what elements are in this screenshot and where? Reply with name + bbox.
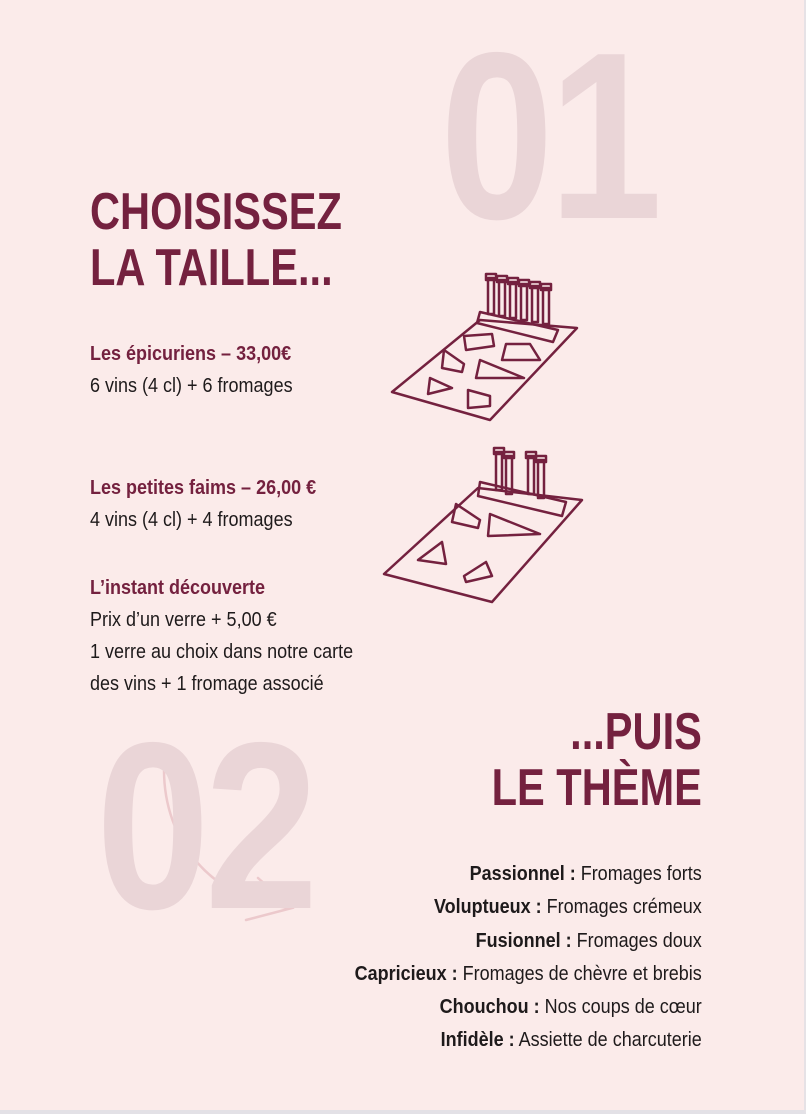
- offer-desc: Prix d’un verre + 5,00 €: [90, 609, 277, 631]
- theme-desc: Fromages forts: [575, 863, 702, 885]
- heading-theme: [492, 704, 702, 816]
- offer-desc: 4 vins (4 cl) + 4 fromages: [90, 509, 293, 531]
- theme-desc: Assiette de charcuterie: [514, 1029, 702, 1052]
- theme-name: Passionnel :: [469, 863, 576, 885]
- offer-title: Les petites faims – 26,00 €: [90, 477, 317, 499]
- theme-item: [355, 891, 702, 924]
- offer-desc: des vins + 1 fromage associé: [90, 673, 324, 695]
- theme-list: [355, 858, 702, 1058]
- tasting-board-6-icon: [380, 260, 600, 430]
- theme-name: Infidèle :: [440, 1029, 515, 1052]
- theme-name: Voluptueux :: [434, 896, 542, 919]
- tasting-board-4-icon: [380, 440, 600, 610]
- theme-name: Fusionnel :: [475, 929, 572, 952]
- theme-name: Capricieux :: [354, 962, 458, 985]
- offer-instant-decouverte: [90, 572, 353, 700]
- offer-petites-faims: [90, 472, 316, 536]
- offer-desc: 6 vins (4 cl) + 6 fromages: [90, 375, 293, 397]
- offer-title: Les épicuriens – 33,00€: [90, 343, 292, 365]
- theme-desc: Nos coups de cœur: [539, 996, 702, 1019]
- theme-name: Chouchou :: [439, 996, 540, 1019]
- theme-item: [355, 1024, 702, 1057]
- theme-item: [355, 958, 702, 991]
- heading-choose-size: [90, 184, 342, 296]
- offer-desc: 1 verre au choix dans notre carte: [90, 641, 354, 663]
- section-number-02: 02: [96, 694, 314, 959]
- theme-desc: Fromages de chèvre et brebis: [457, 962, 702, 985]
- theme-item: [355, 991, 702, 1024]
- offer-epicuriens: [90, 338, 293, 402]
- theme-item: [355, 925, 702, 958]
- theme-item: [355, 858, 702, 891]
- section-number-01: 01: [440, 4, 658, 269]
- offer-title: L’instant découverte: [90, 577, 266, 599]
- theme-desc: Fromages doux: [571, 929, 702, 952]
- heading-line: ...PUIS: [570, 703, 702, 761]
- heading-line: LA TAILLE...: [90, 239, 333, 297]
- heading-line: CHOISISSEZ: [90, 183, 342, 241]
- theme-desc: Fromages crémeux: [541, 896, 702, 919]
- heading-line: LE THÈME: [491, 759, 702, 817]
